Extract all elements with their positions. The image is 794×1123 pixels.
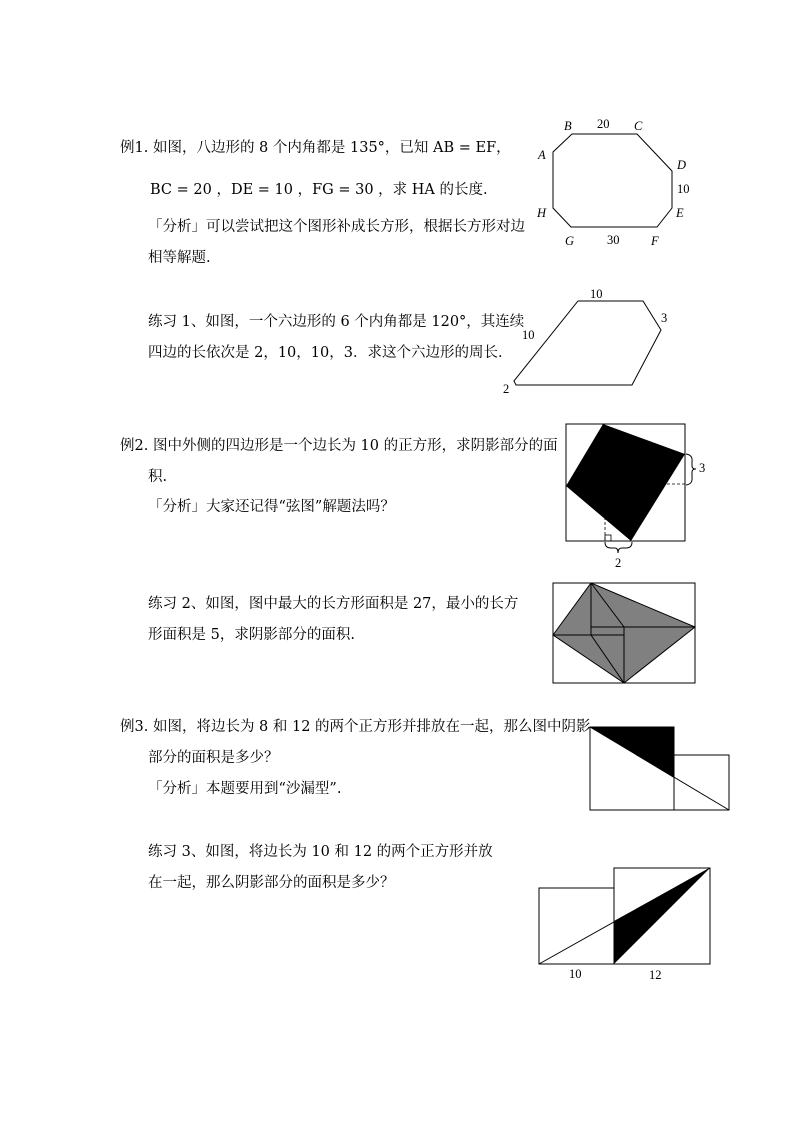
label-A: A — [538, 148, 546, 162]
label-30: 30 — [607, 233, 620, 247]
shaded-triangle-2 — [614, 868, 710, 964]
label-G: G — [565, 234, 575, 248]
label-12-bottom: 12 — [649, 968, 662, 982]
label-10-bottom: 10 — [569, 967, 582, 981]
square-label-2: 2 — [615, 556, 622, 570]
hex-label-right: 3 — [661, 311, 668, 325]
hex-label-top: 10 — [590, 287, 603, 301]
pr1-line1: 练习 1、如图，一个六边形的 6 个内角都是 120°，其连续 — [148, 314, 525, 330]
label-20: 20 — [597, 117, 610, 131]
label-H: H — [537, 206, 547, 220]
hex-label-bottom: 2 — [503, 382, 510, 396]
pr2-line2: 形面积是 5，求阴影部分的面积. — [148, 627, 355, 643]
ex2-line2: 积. — [148, 469, 168, 485]
label-D: D — [677, 158, 687, 172]
pr2-line1: 练习 2、如图，图中最大的长方形面积是 27，最小的长方 — [148, 596, 519, 612]
ex3-analysis: 「分析」本题要用到“沙漏型”. — [148, 781, 342, 797]
hex-label-left: 10 — [522, 328, 535, 342]
ex1-line1: 例1. 如图，八边形的 8 个内角都是 135°，已知 AB = EF， — [120, 140, 511, 156]
left-square — [539, 888, 614, 964]
pr3-line2: 在一起，那么阴影部分的面积是多少？ — [148, 875, 395, 891]
ex3-line1: 例3. 如图，将边长为 8 和 12 的两个正方形并排放在一起，那么图中阴影 — [120, 719, 591, 735]
label-B: B — [564, 119, 572, 133]
ex1-line2: BC = 20 ，DE = 10 ，FG = 30 ，求 HA 的长度. — [150, 182, 488, 198]
ex1-analysis-1: 「分析」可以尝试把这个图形补成长方形，根据长方形对边 — [148, 219, 525, 235]
ex2-analysis: 「分析」大家还记得“弦图”解题法吗？ — [148, 499, 395, 515]
ex1-analysis-2: 相等解题. — [148, 250, 211, 266]
ex2-line1: 例2. 图中外侧的四边形是一个边长为 10 的正方形，求阴影部分的面 — [120, 438, 558, 454]
pr3-line1: 练习 3、如图，将边长为 10 和 12 的两个正方形并放 — [148, 844, 493, 860]
pr1-line2: 四边的长依次是 2，10，10，3．求这个六边形的周长． — [148, 345, 513, 361]
square-label-3: 3 — [699, 461, 706, 475]
label-F: F — [651, 234, 659, 248]
label-E: E — [676, 206, 684, 220]
label-10: 10 — [677, 182, 690, 196]
ex3-line2: 部分的面积是多少？ — [148, 750, 279, 766]
label-C: C — [634, 119, 643, 133]
